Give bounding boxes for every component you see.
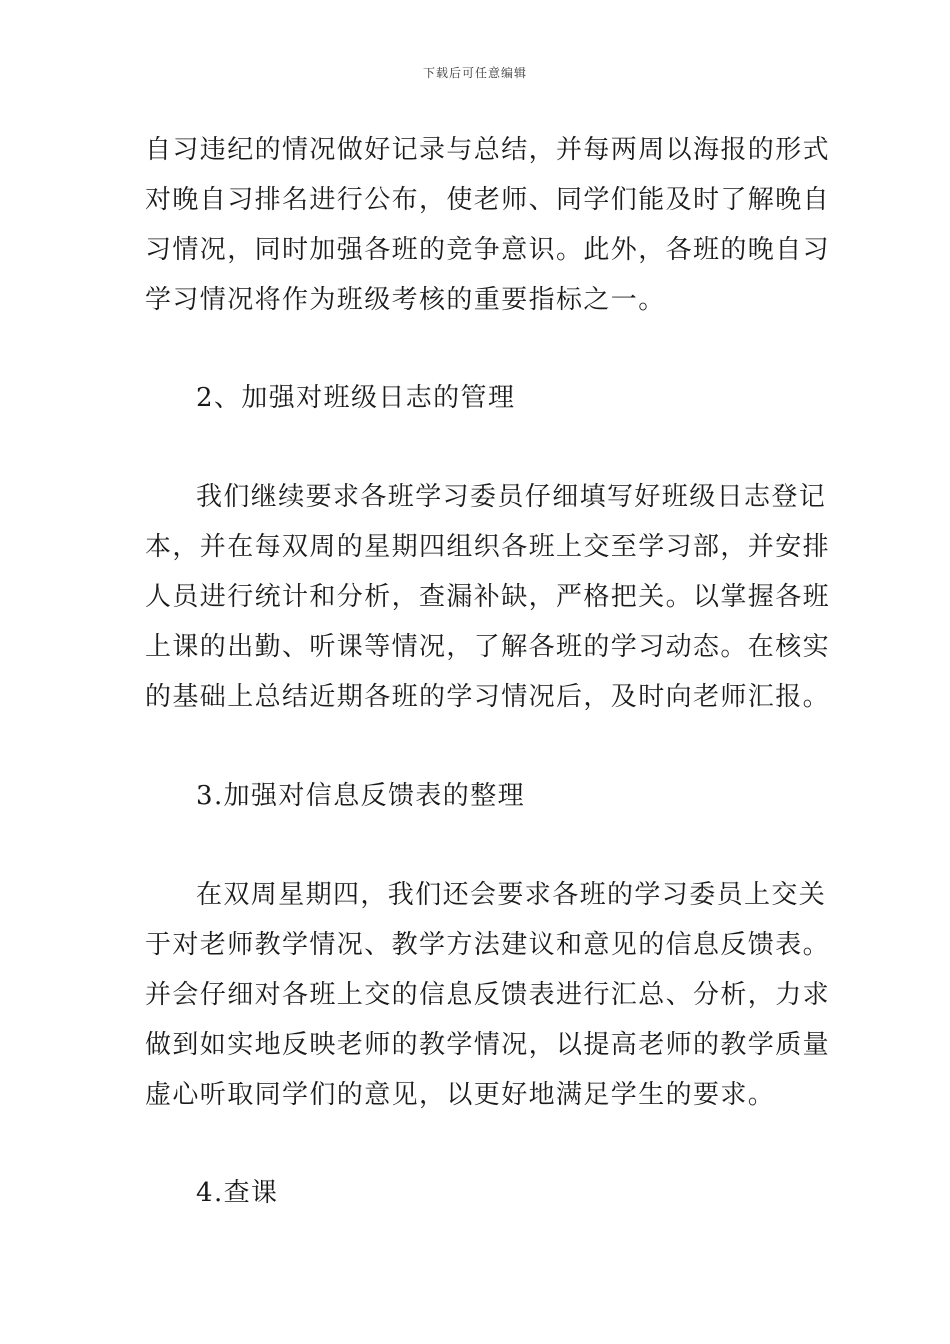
paragraph-2-line: 人员进行统计和分析，查漏补缺，严格把关。以掌握各班 bbox=[145, 582, 831, 612]
section-heading-2: 2、加强对班级日志的管理 bbox=[196, 383, 516, 413]
paragraph-3-line: 于对老师教学情况、教学方法建议和意见的信息反馈表。 bbox=[145, 930, 831, 960]
paragraph-3-line: 做到如实地反映老师的教学情况，以提高老师的教学质量 bbox=[145, 1030, 831, 1060]
paragraph-1-line: 对晚自习排名进行公布，使老师、同学们能及时了解晚自 bbox=[145, 185, 831, 215]
paragraph-1-line: 习情况，同时加强各班的竞争意识。此外，各班的晚自习 bbox=[145, 235, 831, 265]
paragraph-1-line: 自习违纪的情况做好记录与总结，并每两周以海报的形式 bbox=[145, 135, 831, 165]
paragraph-1-line: 学习情况将作为班级考核的重要指标之一。 bbox=[145, 285, 666, 315]
paragraph-3-line: 在双周星期四，我们还会要求各班的学习委员上交关 bbox=[196, 880, 827, 910]
paragraph-2-line: 的基础上总结近期各班的学习情况后，及时向老师汇报。 bbox=[145, 682, 831, 712]
section-heading-3: 3.加强对信息反馈表的整理 bbox=[196, 781, 526, 811]
paragraph-2-line: 上课的出勤、听课等情况，了解各班的学习动态。在核实 bbox=[145, 632, 831, 662]
section-heading-4: 4.查课 bbox=[196, 1178, 279, 1208]
paragraph-2-line: 本，并在每双周的星期四组织各班上交至学习部，并安排 bbox=[145, 532, 831, 562]
paragraph-3-line: 虚心听取同学们的意见，以更好地满足学生的要求。 bbox=[145, 1080, 776, 1110]
paragraph-2-line: 我们继续要求各班学习委员仔细填写好班级日志登记 bbox=[196, 482, 827, 512]
paragraph-3-line: 并会仔细对各班上交的信息反馈表进行汇总、分析，力求 bbox=[145, 980, 831, 1010]
page-header-note: 下载后可任意编辑 bbox=[422, 66, 527, 80]
